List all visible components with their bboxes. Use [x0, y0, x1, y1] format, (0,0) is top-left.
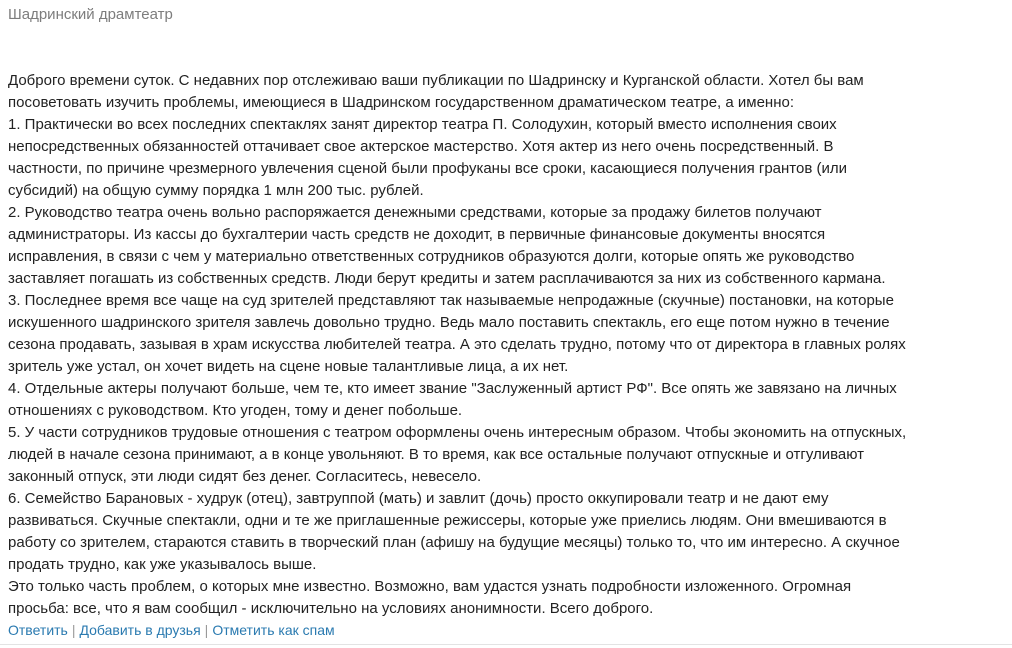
body-line: просьба: все, что я вам сообщил - исключительно на условиях анонимности. Всего доброго.	[8, 600, 654, 617]
body-line: 1. Практически во всех последних спектаклях занят директор театра П. Солодухин, который вместо исполнения своих	[8, 116, 837, 133]
message-body	[8, 70, 1008, 620]
reply-link[interactable]: Ответить	[8, 622, 68, 638]
body-line: исправления, в связи с чем у материально ответственных сотрудников образуются долги, которые опять же руководство	[8, 248, 855, 265]
add-friend-link[interactable]: Добавить в друзья	[79, 622, 201, 638]
body-line: Доброго времени суток. С недавних пор отслеживаю ваши публикации по Шадринску и Курганской области. Хотел бы вам	[8, 72, 864, 89]
body-line: отношениях с руководством. Кто угоден, тому и денег побольше.	[8, 402, 463, 419]
body-line: развиваться. Скучные спектакли, одни и те же приглашенные режиссеры, которые уже приелись людям. Они вмешиваются в	[8, 512, 887, 529]
body-line: заставляет погашать из собственных средств. Люди берут кредиты и затем расплачиваются за них из собственного кармана.	[8, 270, 886, 287]
message-actions	[8, 620, 335, 640]
body-line: частности, по причине чрезмерного увлечения сценой были профуканы все сроки, касающиеся получения грантов (или	[8, 160, 847, 177]
divider	[0, 644, 1012, 645]
body-line: посоветовать изучить проблемы, имеющиеся в Шадринском государственном драматическом театре, а именно:	[8, 94, 794, 111]
separator: |	[71, 622, 76, 638]
mark-spam-link[interactable]: Отметить как спам	[212, 622, 335, 638]
separator: |	[204, 622, 209, 638]
body-line: продать трудно, как уже указывалось выше.	[8, 556, 317, 573]
body-line: 5. У части сотрудников трудовые отношения с театром оформлены очень интересным образом. Чтобы экономить на отпускных,	[8, 424, 907, 441]
body-line: зритель уже устал, он хочет видеть на сцене новые талантливые лица, а их нет.	[8, 358, 569, 375]
body-line: 6. Семейство Барановых - худрук (отец), завтруппой (мать) и завлит (дочь) просто оккупировали театр и не дают ему	[8, 490, 829, 507]
body-line: 3. Последнее время все чаще на суд зрителей представляют так называемые непродажные (скучные) постановки, на которые	[8, 292, 894, 309]
body-line: людей в начале сезона принимают, а в конце увольняют. В то время, как все остальные получают отпускные и отгуливают	[8, 446, 865, 463]
body-line: 4. Отдельные актеры получают больше, чем те, кто имеет звание "Заслуженный артист РФ". Все опять же завязано на личных	[8, 380, 897, 397]
body-line: субсидий) на общую сумму порядка 1 млн 200 тыс. рублей.	[8, 182, 424, 199]
body-line: 2. Руководство театра очень вольно распоряжается денежными средствами, которые за продажу билетов получают	[8, 204, 822, 221]
body-line: Это только часть проблем, о которых мне известно. Возможно, вам удастся узнать подробности изложенного. Огромная	[8, 578, 852, 595]
body-line: искушенного шадринского зрителя завлечь довольно трудно. Ведь мало поставить спектакль, его еще потом нужно в течение	[8, 314, 890, 331]
message-subject: Шадринский драмтеатр	[8, 6, 173, 23]
body-line: работу со зрителем, стараются ставить в творческий план (афишу на будущие месяцы) только то, что им интересно. А скучное	[8, 534, 900, 551]
body-line: сезона продавать, зазывая в храм искусства любителей театра. А это сделать трудно, потому что от директора в главных ролях	[8, 336, 906, 353]
body-line: законный отпуск, эти люди сидят без денег. Согласитесь, невесело.	[8, 468, 482, 485]
body-line: непосредственных обязанностей оттачивает свое актерское мастерство. Хотя актер из него очень посредственный. В	[8, 138, 834, 155]
body-line: администраторы. Из кассы до бухгалтерии часть средств не доходит, в первичные финансовые документы вносятся	[8, 226, 826, 243]
